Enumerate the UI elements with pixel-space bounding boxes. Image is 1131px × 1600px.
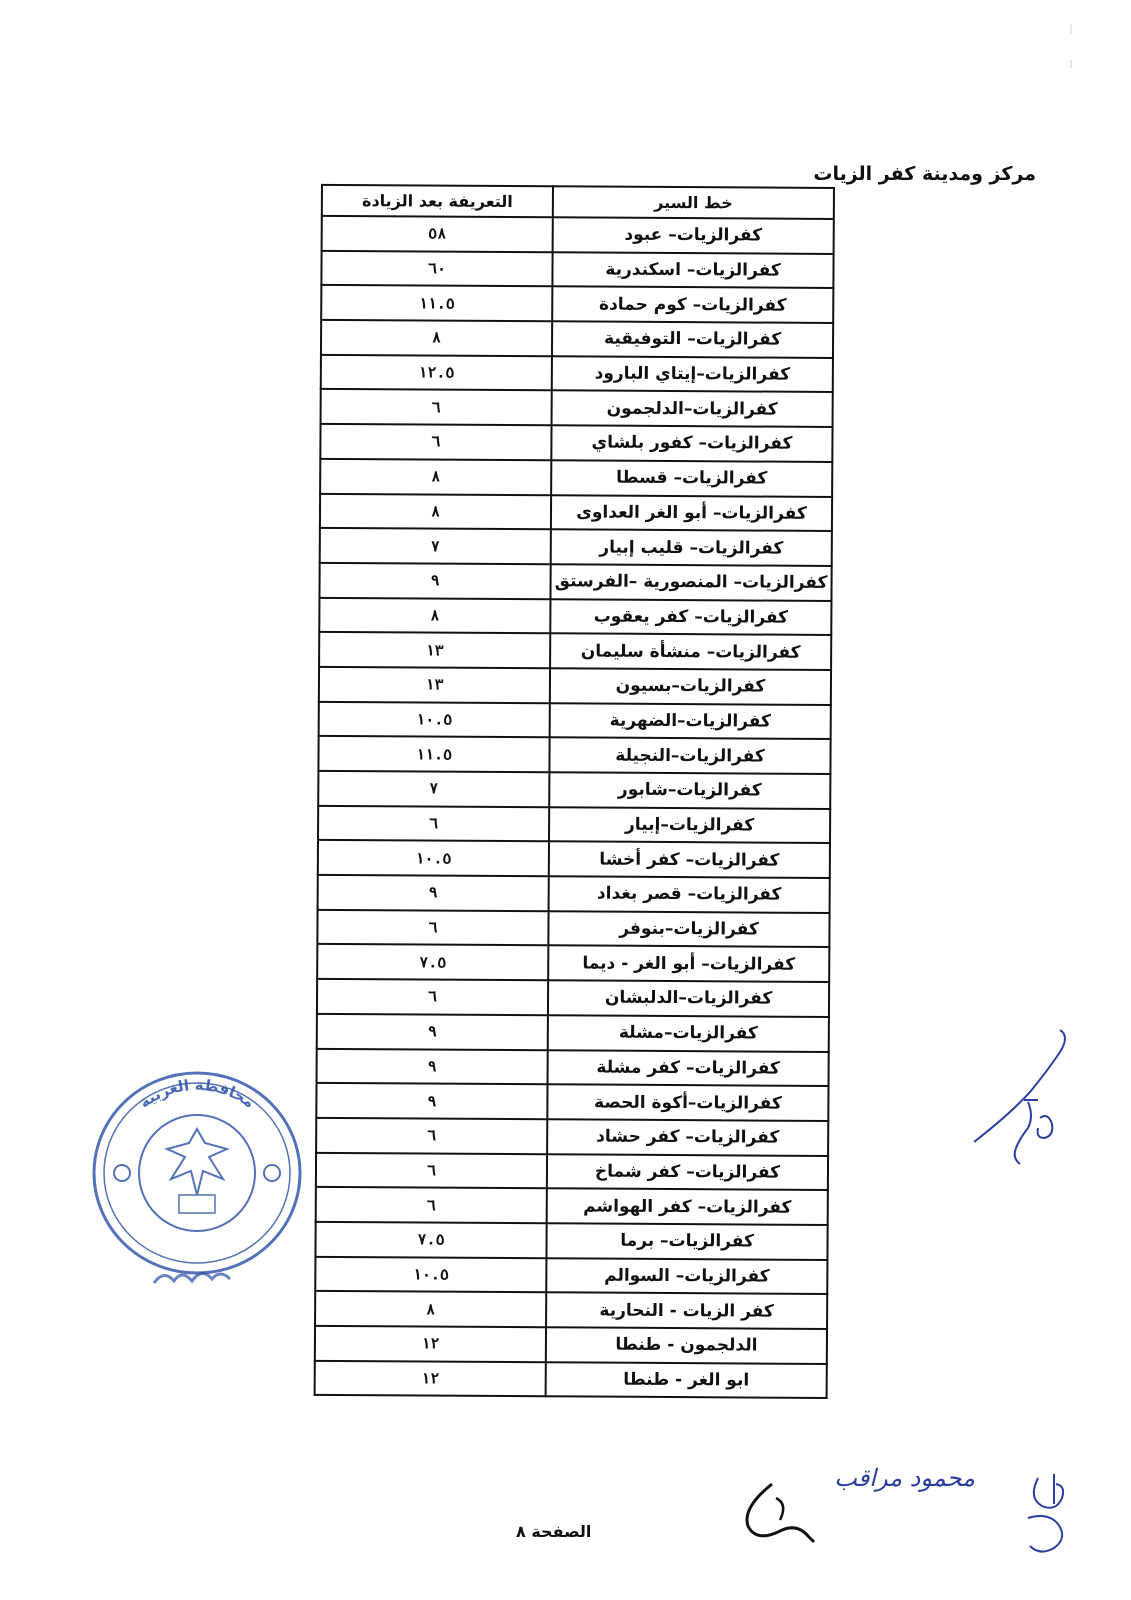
route-cell: الدلجمون - طنطا <box>546 1327 827 1363</box>
fare-cell: ٦ <box>320 424 551 460</box>
fare-cell: ٨ <box>315 1291 546 1327</box>
fare-cell: ٦ <box>317 910 548 946</box>
fare-cell: ٩ <box>318 875 549 911</box>
fare-cell: ٧ <box>320 528 551 564</box>
table-row <box>315 1291 827 1329</box>
bottom-signature-black <box>732 1478 822 1548</box>
scan-edge-mark <box>1067 20 1075 80</box>
table-row <box>320 459 832 497</box>
fare-cell: ٦ <box>317 979 548 1015</box>
table-row <box>317 1048 829 1086</box>
table-row <box>315 1326 827 1364</box>
route-cell: كفرالزيات–شابور <box>549 772 830 808</box>
route-cell: كفرالزيات– السوالم <box>546 1258 827 1294</box>
fare-cell: ١٠.٥ <box>315 1256 546 1292</box>
fare-cell: ٦ <box>316 1118 547 1154</box>
route-cell: كفرالزيات–مشلة <box>548 1015 829 1051</box>
table-row <box>318 875 830 913</box>
table-row <box>321 251 833 289</box>
route-cell: كفرالزيات– كفر مشلة <box>548 1050 829 1086</box>
fare-cell: ٩ <box>319 563 550 599</box>
margin-signature <box>968 1022 1078 1172</box>
route-cell: كفرالزيات– كفر أخشا <box>549 842 830 878</box>
route-cell: كفرالزيات– أبو الغر العداوى <box>551 495 832 531</box>
route-cell: كفرالزيات–النجيلة <box>549 738 830 774</box>
table-row <box>318 771 830 809</box>
fare-cell: ٦ <box>316 1187 547 1223</box>
fare-cell: ١٠.٥ <box>319 701 550 737</box>
route-cell: كفرالزيات– كفر شماخ <box>547 1154 828 1190</box>
route-cell: كفرالزيات–الدلجمون <box>552 391 833 427</box>
table-row <box>315 1256 827 1294</box>
fare-cell: ٩ <box>317 1014 548 1050</box>
route-cell: كفر الزيات - النحارية <box>546 1293 827 1329</box>
table-row <box>317 979 829 1017</box>
stamp-text: محافظة الغربية <box>135 1075 259 1112</box>
route-cell: كفرالزيات–إبيار <box>549 807 830 843</box>
route-cell: كفرالزيات– منشأة سليمان <box>550 634 831 670</box>
handwritten-name: محمود مراقب <box>834 1464 975 1492</box>
route-cell: كفرالزيات– اسكندرية <box>552 252 833 288</box>
route-column-header: خط السير <box>553 186 834 219</box>
table-row <box>319 597 831 635</box>
table-row <box>316 1187 828 1225</box>
fare-cell: ٨ <box>321 320 552 356</box>
route-cell: كفرالزيات– عبود <box>553 217 834 253</box>
fare-cell: ١٣ <box>319 632 550 668</box>
table-row <box>317 910 829 948</box>
route-cell: كفرالزيات– كفر حشاد <box>547 1119 828 1155</box>
fare-cell: ١٢ <box>315 1326 546 1362</box>
route-cell: كفرالزيات–الضهرية <box>550 703 831 739</box>
fare-cell: ٦ <box>321 389 552 425</box>
fare-cell: ٩ <box>317 1048 548 1084</box>
table-row <box>319 701 831 739</box>
fare-cell: ٦ <box>318 806 549 842</box>
table-row <box>320 493 832 531</box>
page-heading: مركز ومدينة كفر الزيات <box>813 163 1036 185</box>
table-header-row <box>322 185 834 219</box>
table-row <box>322 216 834 254</box>
route-cell: كفرالزيات– قسطا <box>551 460 832 496</box>
fare-cell: ١٢ <box>315 1361 546 1397</box>
route-cell: كفرالزيات–أكوة الحصة <box>547 1084 828 1120</box>
table-row <box>318 806 830 844</box>
fare-cell: ١٠.٥ <box>318 840 549 876</box>
route-cell: ابو الغر - طنطا <box>546 1362 827 1398</box>
table-row <box>321 285 833 323</box>
table-row <box>318 736 830 774</box>
fare-cell: ٧ <box>318 771 549 807</box>
table-row <box>319 667 831 705</box>
table-row <box>315 1361 827 1399</box>
fare-cell: ٩ <box>316 1083 547 1119</box>
fare-cell: ٥٨ <box>322 216 553 252</box>
fare-cell: ٧.٥ <box>317 944 548 980</box>
table-row <box>317 944 829 982</box>
route-cell: كفرالزيات– أبو الغر - ديما <box>548 946 829 982</box>
table-row <box>320 424 832 462</box>
fare-cell: ٧.٥ <box>315 1222 546 1258</box>
bottom-right-signature <box>1018 1468 1080 1558</box>
table-row <box>321 320 833 358</box>
route-cell: كفرالزيات– قليب إبيار <box>551 529 832 565</box>
table-row <box>316 1083 828 1121</box>
route-cell: كفرالزيات– كوم حمادة <box>552 287 833 323</box>
route-cell: كفرالزيات–بسيون <box>550 668 831 704</box>
table-row <box>321 389 833 427</box>
fare-cell: ٦٠ <box>321 251 552 287</box>
route-cell: كفرالزيات–إيتاي البارود <box>552 356 833 392</box>
route-cell: كفرالزيات– برما <box>547 1223 828 1259</box>
route-cell: كفرالزيات–الدلبشان <box>548 980 829 1016</box>
table-row <box>318 840 830 878</box>
table-row <box>319 632 831 670</box>
fare-cell: ١١.٥ <box>321 285 552 321</box>
route-cell: كفرالزيات– التوفيقية <box>552 321 833 357</box>
table-row <box>317 1014 829 1052</box>
route-cell: كفرالزيات– المنصورية –الفرستق <box>551 564 832 600</box>
fare-cell: ٦ <box>316 1152 547 1188</box>
fare-table <box>314 184 835 1399</box>
route-cell: كفرالزيات– كفور بلشاي <box>551 425 832 461</box>
route-cell: كفرالزيات– كفر يعقوب <box>550 599 831 635</box>
fare-table-body <box>315 216 834 1398</box>
fare-cell: ٨ <box>320 493 551 529</box>
table-row <box>319 563 831 601</box>
table-row <box>320 528 832 566</box>
fare-cell: ١٢.٥ <box>321 355 552 391</box>
route-cell: كفرالزيات–بنوفر <box>548 911 829 947</box>
route-cell: كفرالزيات– قصر بغداد <box>549 876 830 912</box>
route-cell: كفرالزيات– كفر الهواشم <box>547 1189 828 1225</box>
official-stamp <box>84 1055 310 1315</box>
page-number: الصفحة ٨ <box>516 1522 592 1541</box>
table-row <box>315 1222 827 1260</box>
table-row <box>316 1118 828 1156</box>
table-row <box>321 355 833 393</box>
table-row <box>316 1152 828 1190</box>
fare-column-header: التعريفة بعد الزيادة <box>322 185 553 217</box>
fare-cell: ٨ <box>319 597 550 633</box>
fare-cell: ١٣ <box>319 667 550 703</box>
fare-cell: ٨ <box>320 459 551 495</box>
fare-cell: ١١.٥ <box>318 736 549 772</box>
handwritten-name-signature <box>830 1452 980 1500</box>
